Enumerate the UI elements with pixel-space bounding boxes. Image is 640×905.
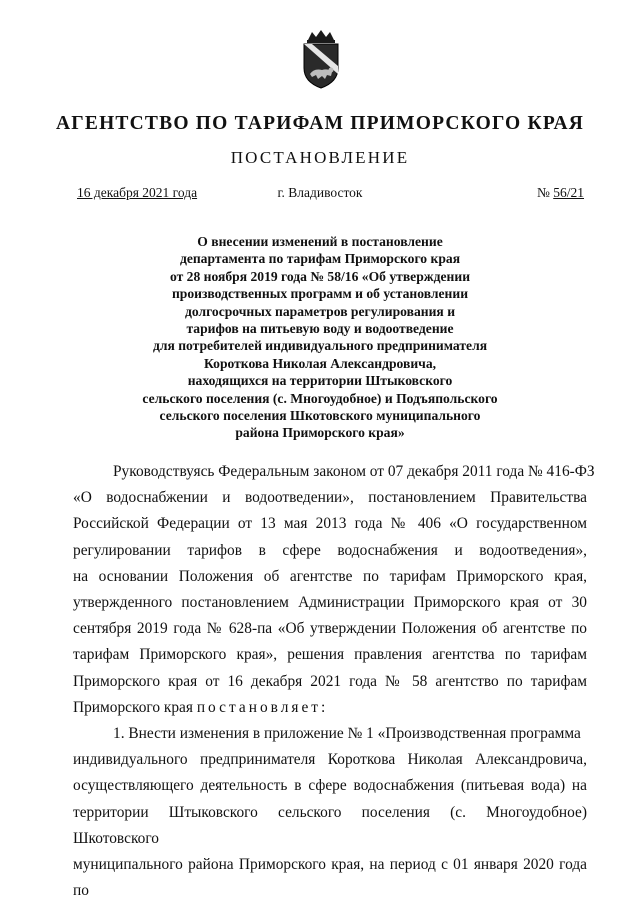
- document-date: 16 декабря 2021 года: [77, 185, 198, 200]
- title-line: сельского поселения Шкотовского муниципального: [159, 408, 481, 424]
- body-line: сентября 2019 года № 628-па «Об утверждении Положения об агентстве по: [73, 620, 587, 638]
- item-line: территории Штыковского сельского поселения (с. Многоудобное) Шкотовского: [73, 803, 587, 847]
- title-line: района Приморского края»: [235, 425, 405, 441]
- document-city: г. Владивосток: [277, 185, 363, 200]
- number-value: 56/21: [553, 185, 584, 200]
- item-line: 1. Внести изменения в приложение № 1 «Производственная программа: [113, 725, 581, 743]
- document-title: [90, 233, 550, 442]
- agency-name: АГЕНТСТВО ПО ТАРИФАМ ПРИМОРСКОГО КРАЯ: [55, 113, 585, 134]
- title-line: тарифов на питьевую воду и водоотведение: [186, 321, 454, 337]
- body-line: Руководствуясь Федеральным законом от 07 декабря 2011 года № 416-ФЗ: [113, 463, 595, 480]
- body-line: утвержденного постановлением Администрации Приморского края от 30: [73, 594, 587, 612]
- body-line: «О водоснабжении и водоотведении», постановлением Правительства: [73, 489, 587, 507]
- item-line: муниципального района Приморского края, на период с 01 января 2020 года по: [73, 856, 587, 900]
- document-number: [537, 185, 584, 201]
- body-line: регулировании тарифов в сфере водоснабжения и водоотведения»,: [73, 541, 587, 559]
- decree-line: [73, 695, 587, 721]
- item-line: осуществляющего деятельность в сфере водоснабжения (питьевая вода) на: [73, 777, 587, 795]
- number-prefix: №: [536, 185, 554, 200]
- title-line: долгосрочных параметров регулирования и: [184, 303, 456, 319]
- document-type: ПОСТАНОВЛЕНИЕ: [230, 148, 410, 167]
- body-line: Российской Федерации от 13 мая 2013 года № 406 «О государственном: [73, 515, 587, 533]
- coat-of-arms-icon: [296, 30, 346, 90]
- title-line: О внесении изменений в постановление: [197, 234, 443, 249]
- title-line: департамента по тарифам Приморского края: [179, 251, 461, 267]
- title-line: от 28 ноября 2019 года № 58/16 «Об утверждении: [169, 268, 471, 284]
- title-line: производственных программ и об установлении: [171, 286, 469, 302]
- title-line: сельского поселения (с. Многоудобное) и Подъяпольского: [142, 390, 498, 406]
- item-line: индивидуального предпринимателя Короткова Николая Александровича,: [73, 751, 587, 769]
- document-body: [73, 459, 595, 904]
- body-line: тарифам Приморского края», решения правления агентства по тарифам: [73, 646, 587, 664]
- title-line: для потребителей индивидуального предпринимателя: [152, 338, 488, 354]
- decree-prefix: Приморского края: [73, 698, 197, 716]
- body-line: на основании Положения об агентстве по тарифам Приморского края,: [73, 567, 587, 585]
- body-line: Приморского края от 16 декабря 2021 года № 58 агентство по тарифам: [73, 672, 587, 690]
- title-line: находящихся на территории Штыковского: [187, 373, 453, 389]
- decree-word: постановляет:: [196, 698, 329, 716]
- title-line: Короткова Николая Александровича,: [203, 355, 437, 371]
